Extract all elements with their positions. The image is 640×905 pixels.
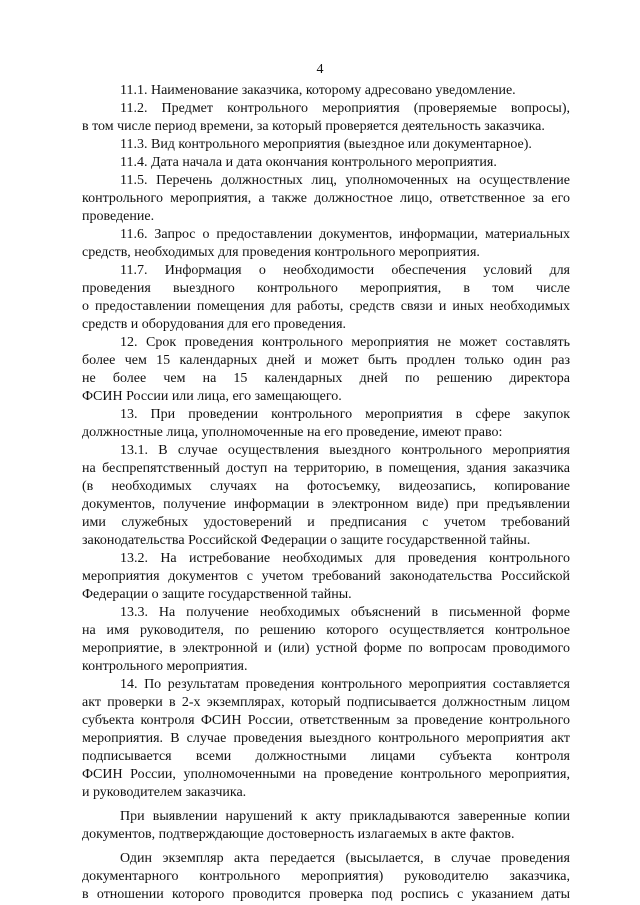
text-line: 11.3. Вид контрольного мероприятия (выездное или документарное). xyxy=(120,137,532,152)
text-line: средств, необходимых для проведения контрольного мероприятия. xyxy=(82,245,480,260)
text-line: и руководителем заказчика. xyxy=(82,785,247,800)
paragraph xyxy=(82,136,570,154)
text-line: законодательства Российской Федерации о защите государственной тайны. xyxy=(82,533,531,548)
text-line: 13. При проведении контрольного мероприятия в сфере закупок xyxy=(120,407,570,422)
text-line: Один экземпляр акта передается (высылается, в случае проведения xyxy=(120,851,570,866)
paragraph xyxy=(82,100,570,136)
paragraph xyxy=(82,850,570,904)
text-line: документов, получение информации в электронном виде) при предъявлении xyxy=(82,497,570,512)
paragraph xyxy=(82,262,570,334)
paragraph xyxy=(82,82,570,100)
text-line: документарного контрольного мероприятия) руководителю заказчика, xyxy=(82,869,570,884)
text-line: 11.6. Запрос о предоставлении документов, информации, материальных xyxy=(120,227,570,242)
document-body xyxy=(82,82,570,904)
text-line: не более чем на 15 календарных дней по решению директора xyxy=(82,371,570,386)
text-line: 13.2. На истребование необходимых для проведения контрольного xyxy=(120,551,570,566)
text-line: 14. По результатам проведения контрольного мероприятия составляется xyxy=(120,677,570,692)
text-line: контрольного мероприятия. xyxy=(82,659,248,674)
text-line: мероприятия. В случае проведения выездного контрольного мероприятия акт xyxy=(82,731,570,746)
text-line: 11.2. Предмет контрольного мероприятия (проверяемые вопросы), xyxy=(120,101,570,116)
text-line: 11.7. Информация о необходимости обеспечения условий для xyxy=(120,263,570,278)
text-line: документов, подтверждающие достоверность излагаемых в акте фактов. xyxy=(82,827,515,842)
text-line: в том числе период времени, за который проверяется деятельность заказчика. xyxy=(82,119,545,134)
paragraph xyxy=(82,676,570,802)
text-line: 11.5. Перечень должностных лиц, уполномоченных на осуществление xyxy=(120,173,570,188)
text-line: средств и оборудования для его проведения. xyxy=(82,317,347,332)
text-line: При выявлении нарушений к акту прикладываются заверенные копии xyxy=(120,809,570,824)
text-line: (в необходимых случаях на фотосъемку, видеозапись, копирование xyxy=(82,479,570,494)
paragraph xyxy=(82,442,570,550)
text-line: на имя руководителя, по решению которого осуществляется контрольное xyxy=(82,623,570,638)
paragraph xyxy=(82,154,570,172)
text-line: 13.3. На получение необходимых объяснений в письменной форме xyxy=(120,605,570,620)
text-line: должностные лица, уполномоченные на его проведение, имеют право: xyxy=(82,425,503,440)
paragraph xyxy=(82,226,570,262)
text-line: мероприятия документов с учетом требований законодательства Российской xyxy=(82,569,570,584)
text-line: ими служебных удостоверений и предписания с учетом требований xyxy=(82,515,570,530)
text-line: проведения выездного контрольного мероприятия, в том числе xyxy=(82,281,570,296)
text-line: ФСИН России, уполномоченными на проведение контрольного мероприятия, xyxy=(82,767,570,782)
text-line: в отношении которого проводится проверка под роспись с указанием даты xyxy=(82,887,570,902)
paragraph xyxy=(82,550,570,604)
text-line: подписывается всеми должностными лицами субъекта контроля xyxy=(82,749,570,764)
text-line: проведение. xyxy=(82,209,155,224)
text-line: мероприятие, в электронной и (или) устной форме по вопросам проводимого xyxy=(82,641,570,656)
text-line: акт проверки в 2-х экземплярах, который подписывается должностным лицом xyxy=(82,695,570,710)
text-line: более чем 15 календарных дней и может быть продлен только один раз xyxy=(82,353,570,368)
text-line: 11.1. Наименование заказчика, которому адресовано уведомление. xyxy=(120,83,516,98)
text-line: Федерации о защите государственной тайны. xyxy=(82,587,352,602)
page-number: 4 xyxy=(316,62,324,77)
paragraph xyxy=(82,604,570,676)
text-line: 11.4. Дата начала и дата окончания контрольного мероприятия. xyxy=(120,155,497,170)
paragraph xyxy=(82,406,570,442)
paragraph xyxy=(82,172,570,226)
text-line: субъекта контроля ФСИН России, ответственным за проведение контрольного xyxy=(82,713,570,728)
text-line: о предоставлении помещения для работы, средств связи и иных необходимых xyxy=(82,299,570,314)
text-line: 13.1. В случае осуществления выездного контрольного мероприятия xyxy=(120,443,570,458)
paragraph xyxy=(82,808,570,844)
text-line: 12. Срок проведения контрольного мероприятия не может составлять xyxy=(120,335,570,350)
paragraph xyxy=(82,334,570,406)
text-line: на беспрепятственный доступ на территорию, в помещения, здания заказчика xyxy=(82,461,570,476)
text-line: ФСИН России или лица, его замещающего. xyxy=(82,389,342,404)
text-line: контрольного мероприятия, а также должностное лицо, ответственное за его xyxy=(82,191,570,206)
